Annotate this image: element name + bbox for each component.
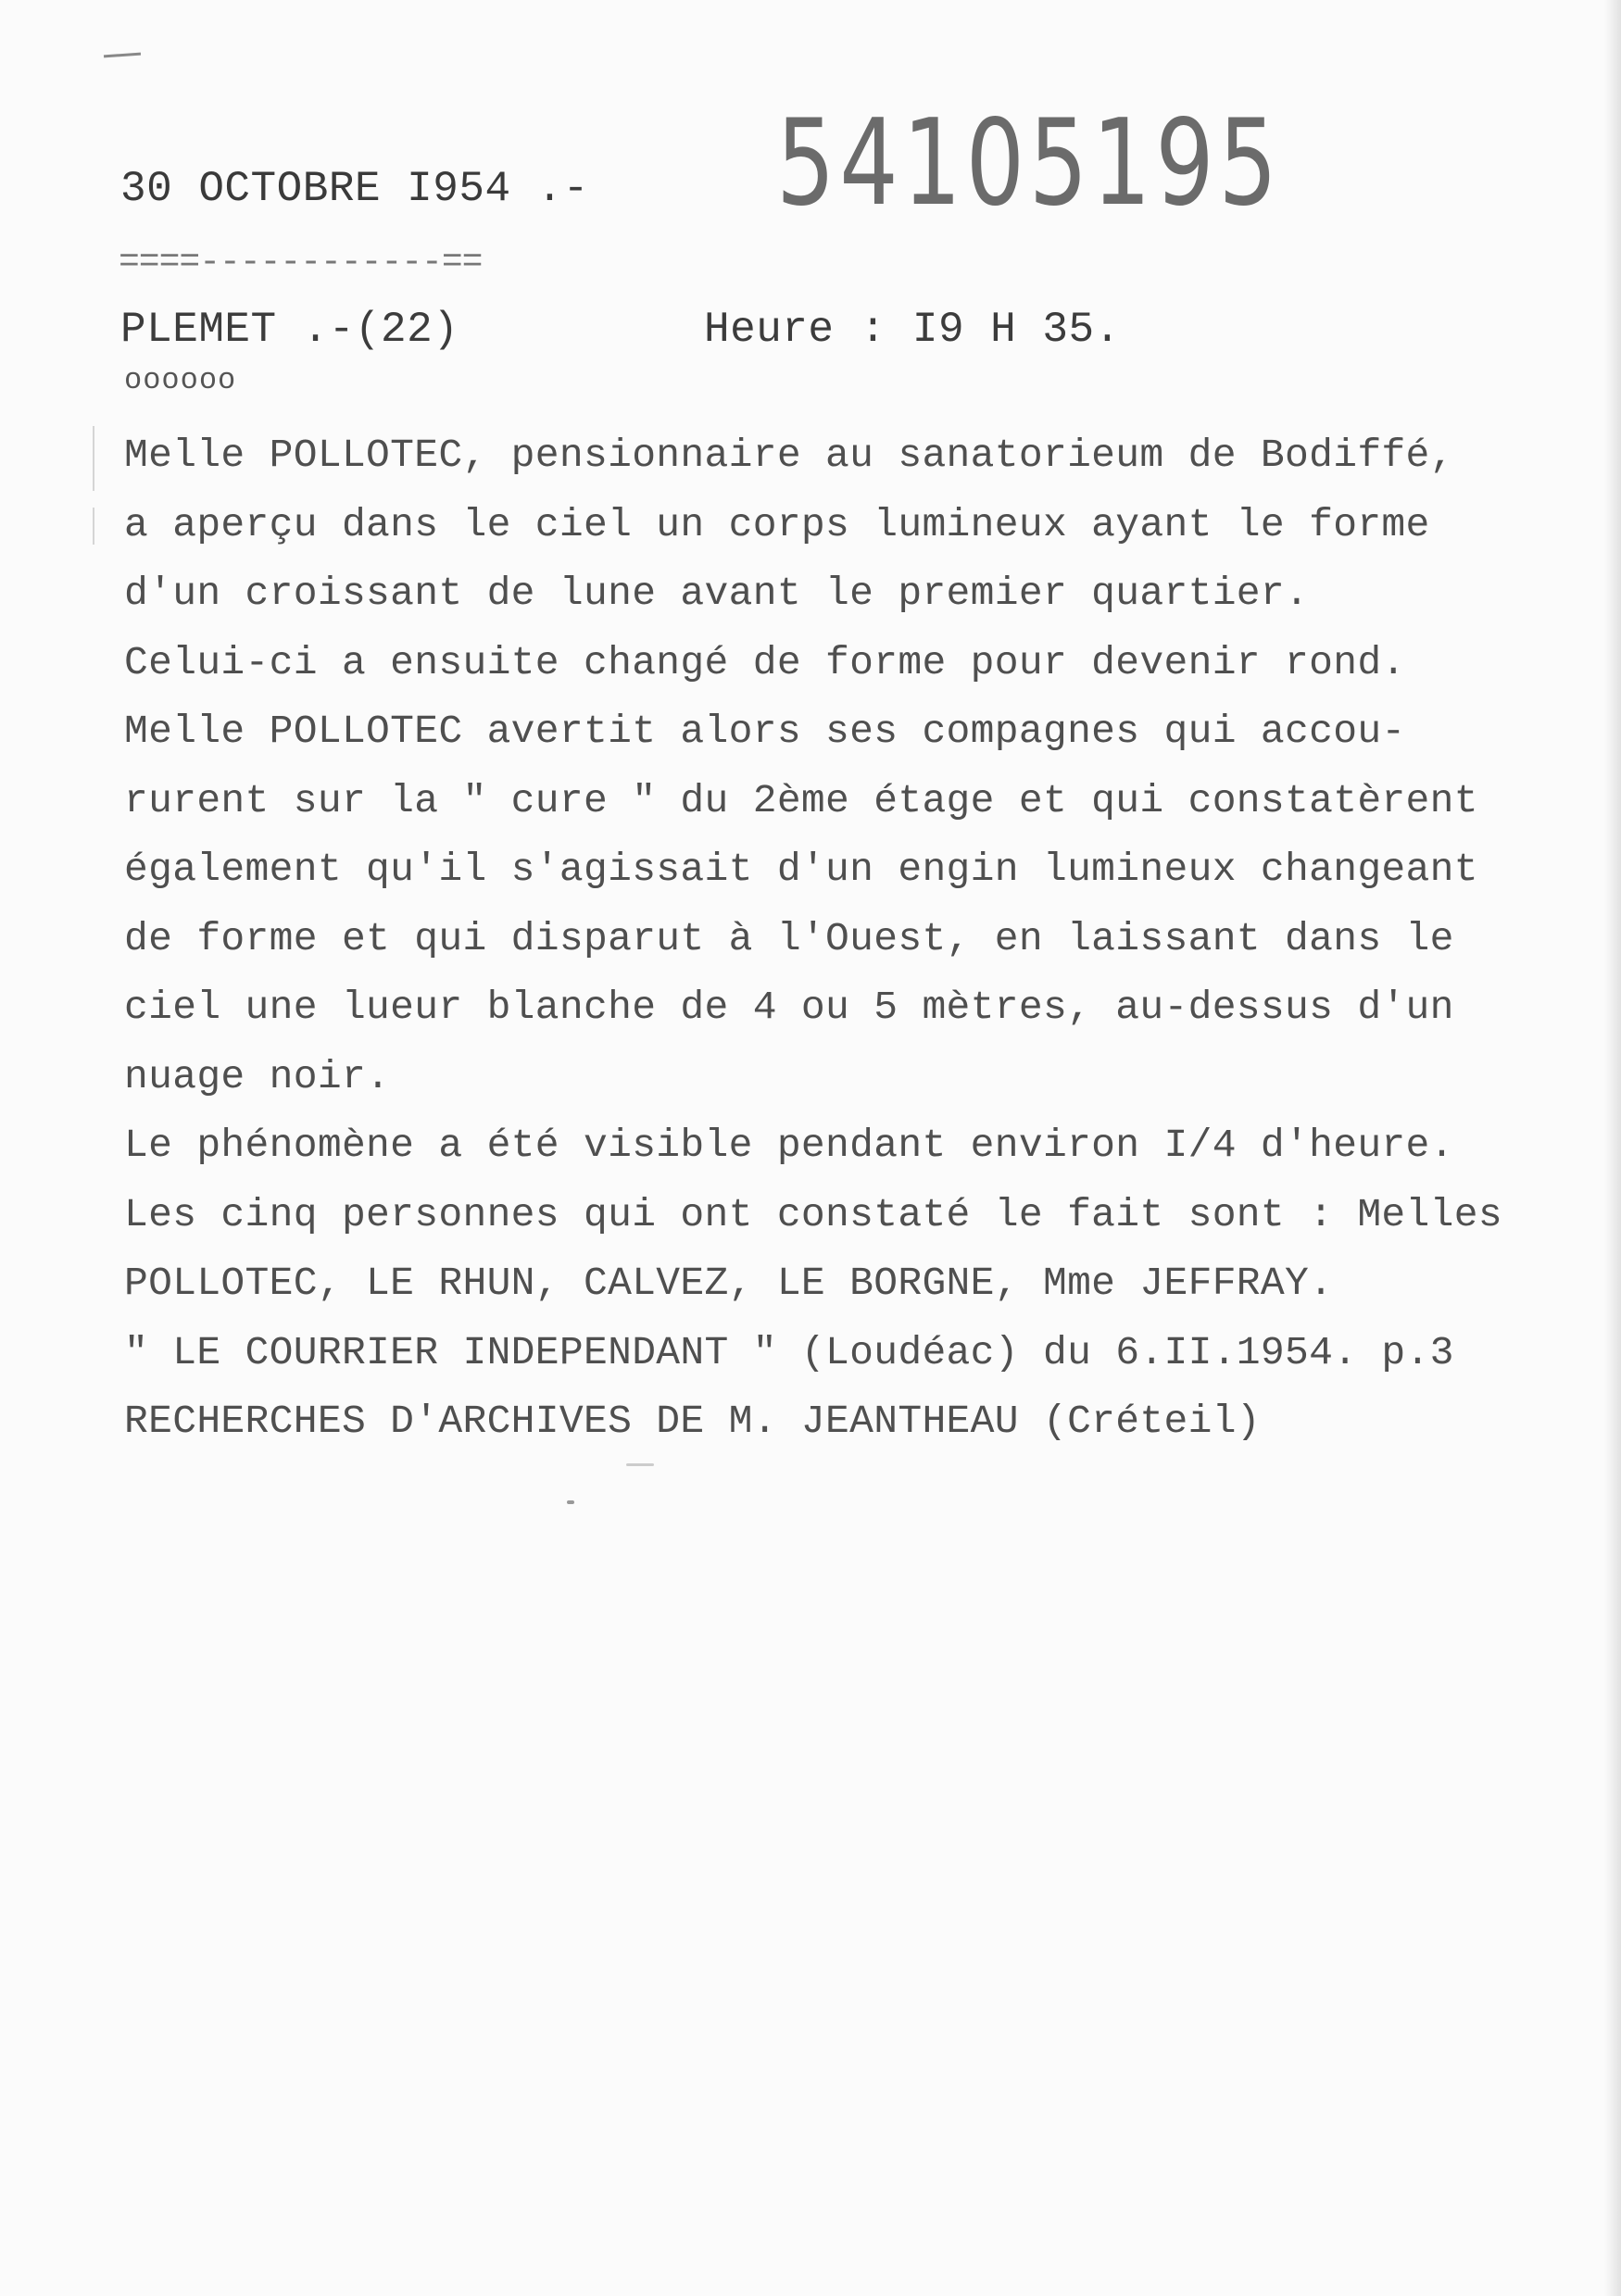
body-line: Celui-ci a ensuite changé de forme pour devenir rond. <box>124 639 1406 685</box>
body-line: également qu'il s'agissait d'un engin lumineux changeant <box>124 847 1478 892</box>
stray-ink-dot <box>567 1500 574 1504</box>
body-line: d'un croissant de lune avant le premier quartier. <box>124 571 1310 616</box>
body-line: rurent sur la " cure " du 2ème étage et qui constatèrent <box>124 777 1478 823</box>
body-line: Melle POLLOTEC avertit alors ses compagnes qui accou- <box>124 709 1406 754</box>
body-line: de forme et qui disparut à l'Ouest, en laissant dans le <box>124 915 1454 961</box>
report-body <box>124 421 1502 1457</box>
stray-ink-dot <box>626 1463 654 1466</box>
body-line: Melle POLLOTEC, pensionnaire au sanatorieum de Bodiffé, <box>124 433 1454 478</box>
body-line: ciel une lueur blanche de 4 ou 5 mètres, au-dessus d'un <box>124 985 1454 1030</box>
archive-credit: RECHERCHES D'ARCHIVES DE M. JEANTHEAU (Créteil) <box>124 1399 1261 1444</box>
time-heading: Heure : I9 H 35. <box>704 306 1121 354</box>
header-rule: ====------------== <box>119 243 483 282</box>
body-line: POLLOTEC, LE RHUN, CALVEZ, LE BORGNE, Mme JEFFRAY. <box>124 1261 1334 1306</box>
margin-mark <box>93 426 94 491</box>
body-line: Le phénomène a été visible pendant environ I/4 d'heure. <box>124 1123 1454 1168</box>
place-underline-marks: oooooo <box>124 363 237 397</box>
stray-pen-mark <box>104 53 141 58</box>
source-citation: " LE COURRIER INDEPENDANT " (Loudéac) du 6.II.1954. p.3 <box>124 1329 1454 1375</box>
document-number-stamp: 54105195 <box>776 94 1282 232</box>
body-line: Les cinq personnes qui ont constaté le fait sont : Melles <box>124 1191 1502 1237</box>
margin-mark <box>93 508 94 545</box>
place-heading: PLEMET .-(22) <box>120 306 459 354</box>
body-line: nuage noir. <box>124 1053 391 1099</box>
body-line: a aperçu dans le ciel un corps lumineux ayant le forme <box>124 501 1430 547</box>
report-date: 30 OCTOBRE I954 .- <box>120 165 589 213</box>
